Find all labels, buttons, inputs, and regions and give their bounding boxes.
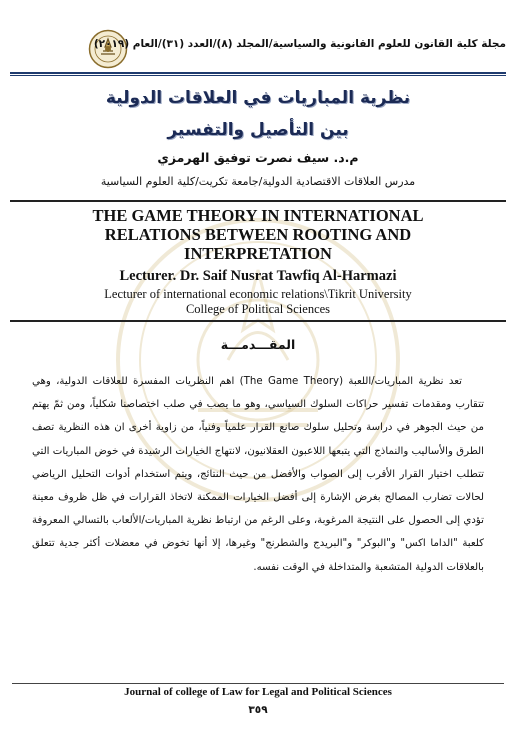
arabic-title-line-2: بين التأصيل والتفسير (167, 120, 349, 140)
footer-journal-name: Journal of college of Law for Legal and Political Sciences (124, 686, 392, 698)
english-title-line-3: INTERPRETATION (184, 244, 332, 263)
english-title (12, 206, 504, 263)
title-divider (10, 200, 506, 202)
introduction-paragraph: تعد نظرية المباريات/اللعبة (The Game Theory) اهم النظريات المفسرة للعلاقات الدولية، وهي تتقارب ومقدمات تفسير حراكات السلوك السياسي، وهو ما يصب في صلب اختصاصنا شكلياً، ومن ثمّ يهتم من حيث الجوهر في دراسة وتحليل سلوك صانع القرار علمياً وفنياً، من زاوية أخرى ان هذه النظرية تصف الطرق والأساليب والنماذج التي يتبعها اللاعبون العقلانيون، لانتهاج الخيارات الرشيدة في خوض المباريات التي تتطلب اختيار القرار الأقرب إلى الصواب والأفضل من حيث النتائج، ويتم استخدام أدوات التحليل الرياضي لحالات تضارب المصالح بغرض الإشارة إلى أفضل الخيارات الممكنة لاتخاذ القرارات في ظل ظروف معينة تؤدي إلى الحصول على النتيجة المرغوبة، وعلى الرغم من ارتباط نظرية المباريات/الألعاب بالتسالي المعروفة كلعبة "الداما اكس" و"البوكر" و"البريدج والشطرنج" وغيرها، إلا أنها تخوض في معضلات أكثر جدية تتعلق بالعلاقات الدولية المتشعبة والمتداخلة في الوقت نفسه. (32, 376, 484, 573)
footer-rule (12, 683, 504, 684)
english-title-line-1: THE GAME THEORY IN INTERNATIONAL (92, 206, 424, 225)
header-rule (10, 72, 506, 76)
arabic-author: م.د. سيف نصرت توفيق الهرمزي (157, 150, 359, 165)
arabic-affiliation: مدرس العلاقات الاقتصادية الدولية/جامعة تكريت/كلية العلوم السياسية (100, 175, 416, 188)
running-head: مجلة كلية القانون للعلوم القانونية والسياسية/المجلد (٨)/العدد (٣١)/العام (٢٠١٩) (93, 38, 506, 50)
english-author: Lecturer. Dr. Saif Nusrat Tawfiq Al-Harmazi (119, 268, 397, 284)
affiliation-divider (10, 320, 506, 322)
english-title-line-2: RELATIONS BETWEEN ROOTING AND (104, 225, 412, 244)
introduction-body (32, 370, 484, 579)
english-affiliation-line-2: College of Political Sciences (185, 302, 331, 316)
english-affiliation (12, 287, 504, 317)
arabic-title-line-1: نظرية المباريات في العلاقات الدولية (105, 88, 411, 108)
page-number: ٣٥٩ (248, 704, 268, 716)
section-heading-introduction: المقـــدمـــة (220, 337, 296, 352)
english-affiliation-line-1: Lecturer of international economic relations\Tikrit University (104, 287, 412, 301)
